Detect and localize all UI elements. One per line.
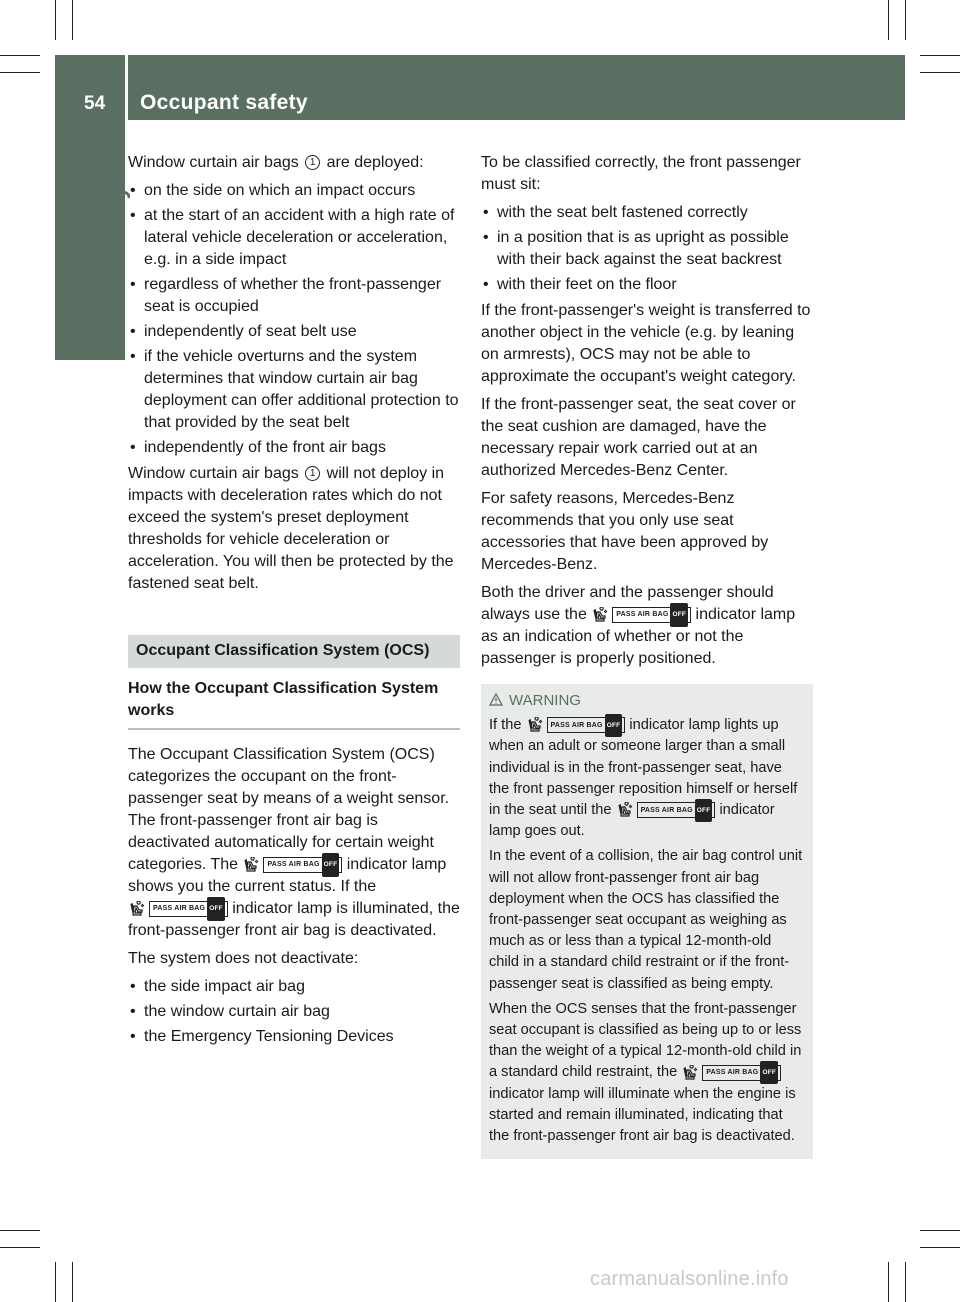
- seat-occupant-icon: [591, 607, 609, 623]
- pass-air-bag-off-indicator: [616, 802, 716, 818]
- bullet-list: [481, 202, 813, 296]
- crop-mark: [0, 72, 40, 73]
- crop-mark: [888, 0, 889, 40]
- seat-occupant-icon: [616, 802, 634, 818]
- paragraph: [128, 152, 460, 174]
- pass-air-bag-label: PASS AIR BAG OFF: [547, 717, 626, 733]
- list-item: • regardless of whether the front-passenger seat is occupied: [128, 274, 460, 318]
- text: Window curtain air bags: [128, 465, 299, 482]
- bullet-list: [128, 180, 460, 459]
- pass-air-bag-off-indicator: [128, 901, 228, 917]
- subheading: How the Occupant Classification System works: [128, 678, 460, 730]
- seat-occupant-icon: [526, 717, 544, 733]
- crop-mark: [920, 55, 960, 56]
- pass-air-bag-label: PASS AIR BAG OFF: [612, 607, 691, 623]
- list-item: • with their feet on the floor: [481, 274, 813, 296]
- text: When the OCS senses that the front-passenger seat occupant is classified as being up to or less than the weight of a typical 12-month-old child in a standard child restraint, the: [489, 1000, 802, 1081]
- crop-mark: [920, 1247, 960, 1248]
- text: will not deploy in impacts with deceleration rates which do not exceed the system's preset deployment thresholds for vehicle deceleration or acceleration. You will then be protected by the fastened seat belt.: [128, 465, 454, 592]
- list-item: • at the start of an accident with a high rate of lateral vehicle deceleration or acceleration, e.g. in a side impact: [128, 205, 460, 271]
- side-tab-label: Safety: [104, 185, 131, 258]
- left-column: [128, 152, 460, 1052]
- paragraph: If the front-passenger's weight is transferred to another object in the vehicle (e.g. by leaning on armrests), OCS may not be able to approximate the occupant's weight category.: [481, 302, 811, 385]
- pass-air-bag-off-indicator: [681, 1065, 781, 1081]
- pass-air-bag-off-indicator: [526, 717, 626, 733]
- paragraph: [128, 463, 460, 595]
- list-item: • independently of the front air bags: [128, 437, 460, 459]
- seat-occupant-icon: [681, 1065, 699, 1081]
- crop-mark: [55, 1262, 56, 1302]
- text: Window curtain air bags: [128, 154, 299, 171]
- crop-mark: [920, 72, 960, 73]
- pass-air-bag-off-indicator: [242, 857, 342, 873]
- warning-box: [481, 684, 813, 1159]
- pass-air-bag-label: PASS AIR BAG OFF: [263, 857, 342, 873]
- warning-triangle-icon: [489, 693, 503, 706]
- list-item: • the window curtain air bag: [128, 1001, 460, 1023]
- crop-mark: [888, 1262, 889, 1302]
- bullet-list: [128, 976, 460, 1048]
- list-item: • independently of seat belt use: [128, 321, 460, 343]
- callout-1-icon: 1: [305, 466, 320, 481]
- page-number: 54: [84, 93, 106, 114]
- callout-1-icon: 1: [305, 155, 320, 170]
- seat-occupant-icon: [128, 901, 146, 917]
- list-item: • on the side on which an impact occurs: [128, 180, 460, 202]
- header-divider: [125, 55, 128, 120]
- warning-paragraph: [489, 715, 805, 842]
- right-column: [481, 152, 813, 1159]
- text: indicator lamp will illuminate when the engine is started and remain illuminated, indicating that the front-passenger front air bag is deactivated.: [489, 1085, 796, 1145]
- crop-mark: [0, 55, 40, 56]
- warning-title: WARNING: [489, 690, 805, 711]
- list-item: • in a position that is as upright as possible with their back against the seat backrest: [481, 227, 813, 271]
- text: indicator lamp is illuminated, the front-passenger front air bag is deactivated.: [128, 900, 460, 939]
- crop-mark: [0, 1247, 40, 1248]
- crop-mark: [905, 1262, 906, 1302]
- crop-mark: [905, 0, 906, 40]
- text: are deployed:: [326, 154, 424, 171]
- paragraph: To be classified correctly, the front passenger must sit:: [481, 154, 801, 193]
- warning-paragraph: [489, 999, 805, 1147]
- pass-air-bag-label: PASS AIR BAG OFF: [149, 901, 228, 917]
- list-item: • if the vehicle overturns and the system determines that window curtain air bag deployment can offer additional protection to that provided by the seat belt: [128, 346, 460, 434]
- paragraph: If the front-passenger seat, the seat cover or the seat cushion are damaged, have the necessary repair work carried out at an authorized Mercedes-Benz Center.: [481, 396, 796, 479]
- list-item: • the Emergency Tensioning Devices: [128, 1026, 460, 1048]
- list-item: • the side impact air bag: [128, 976, 460, 998]
- crop-mark: [0, 1230, 40, 1231]
- crop-mark: [55, 0, 56, 40]
- crop-mark: [72, 1262, 73, 1302]
- pass-air-bag-off-indicator: [591, 607, 691, 623]
- paragraph: The system does not deactivate:: [128, 950, 359, 967]
- text: Both the driver and the passenger should always use the: [481, 584, 774, 623]
- pass-air-bag-label: PASS AIR BAG OFF: [637, 802, 716, 818]
- pass-air-bag-label: PASS AIR BAG OFF: [702, 1065, 781, 1081]
- paragraph: [481, 582, 813, 670]
- paragraph: [128, 744, 460, 942]
- text: indicator lamp shows you the current status. If the: [128, 856, 447, 895]
- warning-paragraph: In the event of a collision, the air bag control unit will not allow front-passenger front air bag deployment when the OCS has classified the front-passenger seat occupant as weighing as much as or less than a typical 12-month-old child in a standard child restraint or if the front-passenger seat is classified as being empty.: [489, 848, 803, 992]
- crop-mark: [72, 0, 73, 40]
- text: indicator lamp as an indication of whether or not the passenger is properly positioned.: [481, 606, 796, 667]
- list-item: • with the seat belt fastened correctly: [481, 202, 813, 224]
- seat-occupant-icon: [242, 857, 260, 873]
- section-title: Occupant safety: [140, 91, 308, 114]
- paragraph: For safety reasons, Mercedes-Benz recommends that you only use seat accessories that have been approved by Mercedes-Benz.: [481, 490, 769, 573]
- text: The Occupant Classification System (OCS) categorizes the occupant on the front-passenger seat by means of a weight sensor. The front-passenger front air bag is deactivated automatically for certain weight categories. The: [128, 746, 450, 873]
- text: indicator lamp lights up when an adult or someone larger than a small individual is in the front-passenger seat, have the front passenger reposition himself or herself in the seat until the: [489, 717, 798, 819]
- crop-mark: [920, 1230, 960, 1231]
- text: If the: [489, 717, 522, 734]
- text: indicator lamp goes out.: [489, 802, 775, 840]
- section-heading: Occupant Classification System (OCS): [128, 635, 460, 668]
- watermark: carmanualsonline.info: [590, 1268, 789, 1290]
